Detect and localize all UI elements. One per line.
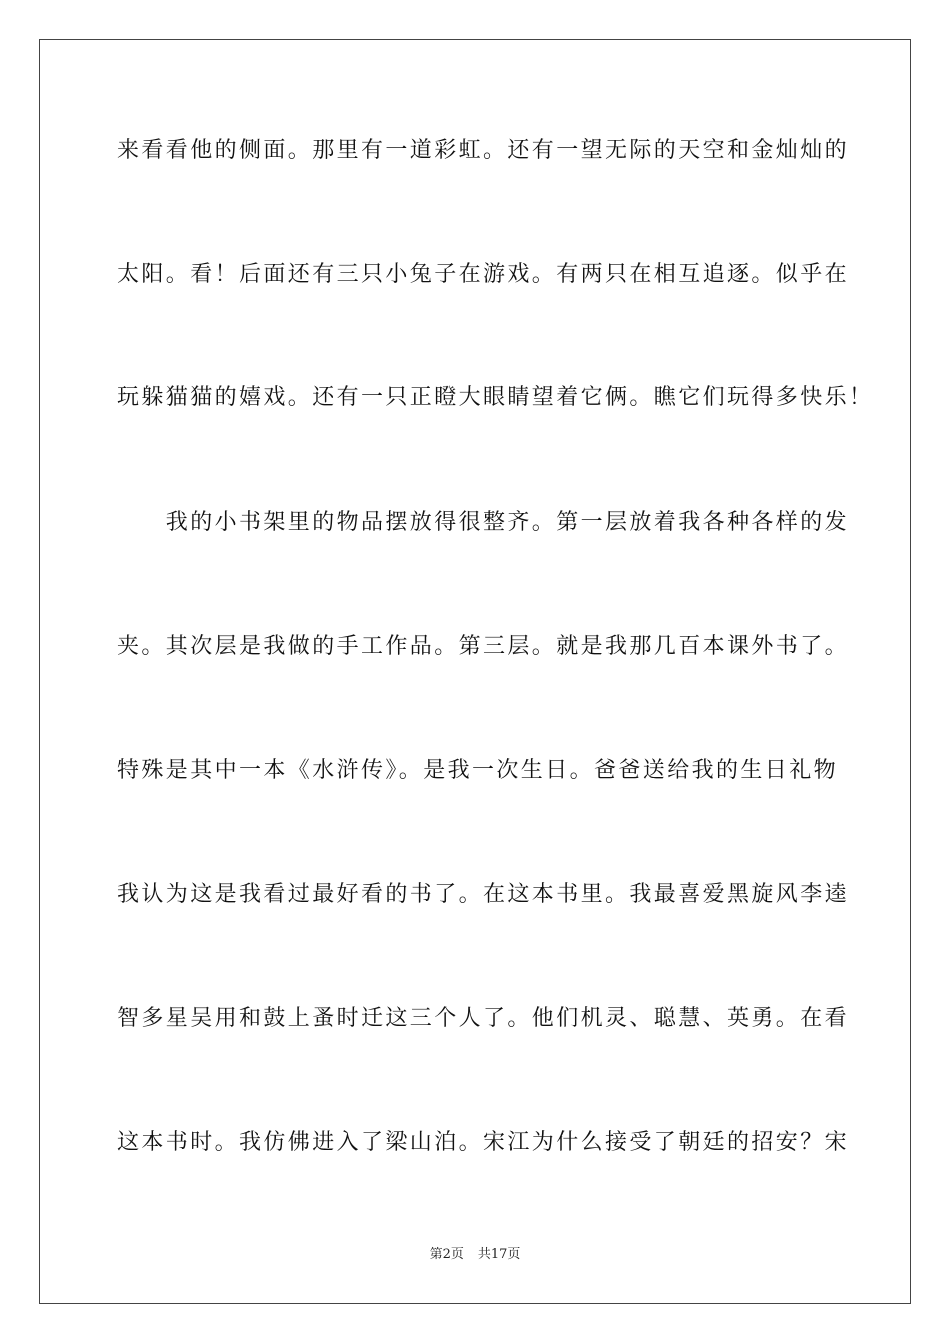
text-line-9: 这本书时。我仿佛进入了梁山泊。宋江为什么接受了朝廷的招安？宋 — [117, 1130, 850, 1155]
text-line-6: 特殊是其中一本《水浒传》。是我一次生日。爸爸送给我的生日礼物 — [117, 758, 839, 783]
page-footer — [0, 1246, 950, 1264]
page-border — [39, 39, 911, 1304]
text-line-5: 夹。其次层是我做的手工作品。第三层。就是我那几百本课外书了。 — [117, 634, 850, 659]
text-line-4: 我的小书架里的物品摆放得很整齐。第一层放着我各种各样的发 — [117, 510, 850, 535]
text-line-3: 玩躲猫猫的嬉戏。还有一只正瞪大眼睛望着它俩。瞧它们玩得多快乐！ — [117, 385, 874, 410]
page-total: 共17页 — [477, 1247, 521, 1262]
text-line-7: 我认为这是我看过最好看的书了。在这本书里。我最喜爱黑旋风李逵 — [117, 882, 850, 907]
page-number: 第2页 — [429, 1247, 464, 1262]
text-line-8: 智多星吴用和鼓上蚤时迁这三个人了。他们机灵、聪慧、英勇。在看 — [117, 1006, 850, 1031]
text-line-2: 太阳。看！后面还有三只小兔子在游戏。有两只在相互追逐。似乎在 — [117, 262, 850, 287]
text-line-1: 来看看他的侧面。那里有一道彩虹。还有一望无际的天空和金灿灿的 — [117, 138, 850, 163]
